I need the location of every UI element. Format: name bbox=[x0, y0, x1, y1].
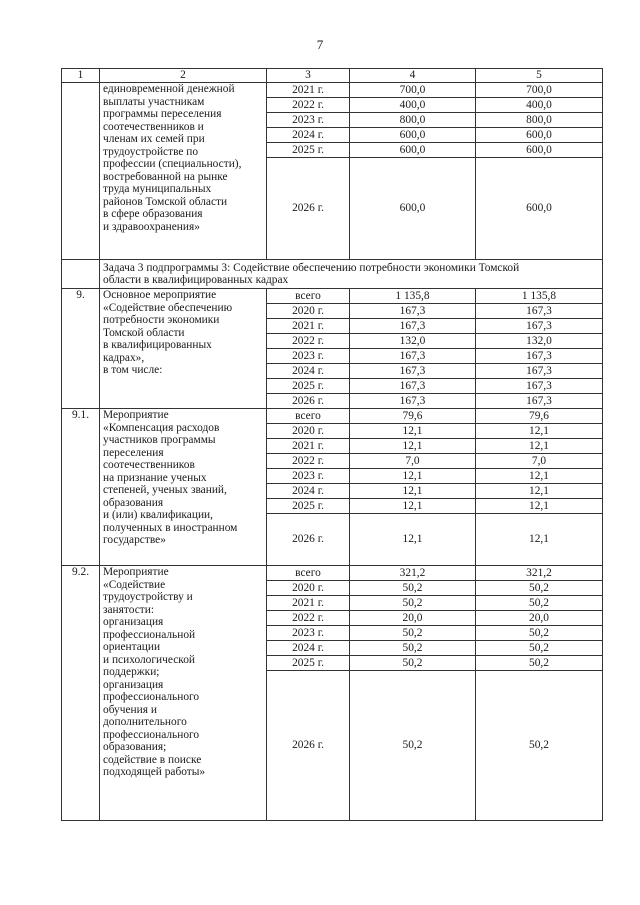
description-line: соотечественников и bbox=[103, 120, 204, 133]
value-cell-col4: 7,0 bbox=[350, 454, 476, 469]
value-cell-col4: 167,3 bbox=[350, 319, 476, 334]
year-cell: 2022 г. bbox=[267, 98, 350, 113]
year-cell: 2023 г. bbox=[267, 113, 350, 128]
year-cell: всего bbox=[267, 566, 350, 581]
year-cell: 2020 г. bbox=[267, 424, 350, 439]
value-cell-col4: 167,3 bbox=[350, 394, 476, 409]
value-cell-col5: 600,0 bbox=[476, 158, 603, 260]
value-cell-col5: 12,1 bbox=[476, 424, 603, 439]
value-cell-col4: 12,1 bbox=[350, 439, 476, 454]
description-line: единовременной денежной bbox=[103, 83, 235, 95]
task-row bbox=[62, 260, 603, 289]
table-row bbox=[62, 289, 603, 304]
description-line: поддержки; bbox=[103, 666, 160, 678]
value-cell-col5: 700,0 bbox=[476, 83, 603, 98]
value-cell-col4: 600,0 bbox=[350, 143, 476, 158]
description-line: обучения и bbox=[103, 703, 157, 716]
value-cell-col4: 50,2 bbox=[350, 596, 476, 611]
value-cell-col5: 50,2 bbox=[476, 641, 603, 656]
description-line: занятости: bbox=[103, 603, 154, 616]
value-cell-col5: 12,1 bbox=[476, 514, 603, 566]
description-line: организация bbox=[103, 678, 164, 691]
description-line: Мероприятие bbox=[103, 409, 169, 421]
task-title-line: области в квалифицированных кадрах bbox=[103, 274, 289, 286]
year-cell: 2023 г. bbox=[267, 349, 350, 364]
year-cell: 2025 г. bbox=[267, 656, 350, 671]
value-cell-col5: 600,0 bbox=[476, 143, 603, 158]
description-line: членам их семей при bbox=[103, 133, 205, 145]
value-cell-col5: 321,2 bbox=[476, 566, 603, 581]
value-cell-col5: 12,1 bbox=[476, 499, 603, 514]
description-line: «Содействие bbox=[103, 578, 166, 591]
description-line: степеней, ученых званий, bbox=[103, 484, 227, 496]
value-cell-col4: 12,1 bbox=[350, 499, 476, 514]
description-line: государстве» bbox=[103, 534, 166, 546]
value-cell-col4: 700,0 bbox=[350, 83, 476, 98]
description-line: Томской области bbox=[103, 326, 185, 339]
value-cell-col4: 50,2 bbox=[350, 671, 476, 821]
description-line: организация bbox=[103, 616, 164, 628]
description-line: профессии (специальности), bbox=[103, 158, 242, 170]
year-cell: 2025 г. bbox=[267, 143, 350, 158]
value-cell-col4: 50,2 bbox=[350, 656, 476, 671]
description-line: и здравоохранения» bbox=[103, 220, 200, 233]
description-line: труда муниципальных bbox=[103, 183, 212, 195]
description-line: полученных в иностранном bbox=[103, 521, 238, 534]
description-line: востребованной на рынке bbox=[103, 170, 228, 183]
year-cell: 2025 г. bbox=[267, 499, 350, 514]
value-cell-col5: 79,6 bbox=[476, 409, 603, 424]
value-cell-col4: 600,0 bbox=[350, 128, 476, 143]
description-line: Основное мероприятие bbox=[103, 289, 217, 301]
value-cell-col4: 1 135,8 bbox=[350, 289, 476, 304]
description-line: программы переселения bbox=[103, 108, 222, 120]
value-cell-col5: 167,3 bbox=[476, 379, 603, 394]
value-cell-col5: 50,2 bbox=[476, 581, 603, 596]
value-cell-col4: 167,3 bbox=[350, 304, 476, 319]
description-line: переселения bbox=[103, 446, 164, 459]
value-cell-col4: 600,0 bbox=[350, 158, 476, 260]
value-cell-col4: 800,0 bbox=[350, 113, 476, 128]
description-line: потребности экономики bbox=[103, 314, 220, 326]
continued-item-number bbox=[62, 83, 100, 260]
continued-item-description bbox=[100, 83, 267, 260]
value-cell-col5: 50,2 bbox=[476, 656, 603, 671]
year-cell: 2021 г. bbox=[267, 596, 350, 611]
table-row bbox=[62, 566, 603, 581]
year-cell: всего bbox=[267, 409, 350, 424]
year-cell: 2025 г. bbox=[267, 379, 350, 394]
task-title bbox=[100, 260, 603, 289]
description-line: в том числе: bbox=[103, 364, 163, 376]
value-cell-col4: 12,1 bbox=[350, 484, 476, 499]
value-cell-col4: 400,0 bbox=[350, 98, 476, 113]
year-cell: 2026 г. bbox=[267, 158, 350, 260]
table-row bbox=[62, 83, 603, 98]
description-line: соотечественников bbox=[103, 459, 195, 471]
value-cell-col5: 50,2 bbox=[476, 596, 603, 611]
description-line: подходящей работы» bbox=[103, 766, 206, 778]
value-cell-col5: 167,3 bbox=[476, 394, 603, 409]
value-cell-col5: 1 135,8 bbox=[476, 289, 603, 304]
item-9-1-description bbox=[100, 409, 267, 566]
year-cell: 2020 г. bbox=[267, 304, 350, 319]
value-cell-col4: 167,3 bbox=[350, 364, 476, 379]
table-row bbox=[62, 409, 603, 424]
description-line: участников программы bbox=[103, 434, 216, 446]
year-cell: 2020 г. bbox=[267, 581, 350, 596]
description-line: в квалифицированных bbox=[103, 339, 212, 351]
year-cell: 2022 г. bbox=[267, 334, 350, 349]
item-9-2-description bbox=[100, 566, 267, 821]
year-cell: 2024 г. bbox=[267, 484, 350, 499]
year-cell: 2024 г. bbox=[267, 641, 350, 656]
header-row bbox=[62, 69, 603, 83]
value-cell-col5: 12,1 bbox=[476, 469, 603, 484]
value-cell-col4: 50,2 bbox=[350, 581, 476, 596]
description-line: трудоустройстве по bbox=[103, 145, 199, 158]
header-cell: 4 bbox=[350, 69, 476, 83]
year-cell: всего bbox=[267, 289, 350, 304]
description-line: кадрах», bbox=[103, 351, 145, 364]
description-line: «Содействие обеспечению bbox=[103, 301, 233, 314]
description-line: трудоустройству и bbox=[103, 591, 193, 603]
description-line: на признание ученых bbox=[103, 471, 207, 484]
description-line: в сфере образования bbox=[103, 208, 203, 220]
value-cell-col5: 800,0 bbox=[476, 113, 603, 128]
value-cell-col4: 12,1 bbox=[350, 424, 476, 439]
value-cell-col5: 50,2 bbox=[476, 626, 603, 641]
description-line: профессионального bbox=[103, 728, 200, 741]
year-cell: 2021 г. bbox=[267, 319, 350, 334]
value-cell-col4: 167,3 bbox=[350, 349, 476, 364]
year-cell: 2021 г. bbox=[267, 83, 350, 98]
value-cell-col5: 132,0 bbox=[476, 334, 603, 349]
value-cell-col4: 167,3 bbox=[350, 379, 476, 394]
header-cell: 2 bbox=[100, 69, 267, 83]
value-cell-col4: 79,6 bbox=[350, 409, 476, 424]
value-cell-col5: 12,1 bbox=[476, 484, 603, 499]
description-line: образования; bbox=[103, 741, 167, 753]
value-cell-col5: 50,2 bbox=[476, 671, 603, 821]
description-line: образования bbox=[103, 496, 164, 509]
value-cell-col5: 167,3 bbox=[476, 364, 603, 379]
budget-table bbox=[61, 68, 603, 821]
description-line: Мероприятие bbox=[103, 566, 169, 578]
year-cell: 2026 г. bbox=[267, 671, 350, 821]
value-cell-col5: 167,3 bbox=[476, 319, 603, 334]
year-cell: 2022 г. bbox=[267, 454, 350, 469]
value-cell-col5: 12,1 bbox=[476, 439, 603, 454]
year-cell: 2024 г. bbox=[267, 128, 350, 143]
description-line: «Компенсация расходов bbox=[103, 421, 220, 434]
value-cell-col4: 20,0 bbox=[350, 611, 476, 626]
value-cell-col5: 20,0 bbox=[476, 611, 603, 626]
value-cell-col5: 7,0 bbox=[476, 454, 603, 469]
item-9-number: 9. bbox=[62, 289, 100, 409]
description-line: дополнительного bbox=[103, 716, 187, 728]
description-line: и психологической bbox=[103, 653, 196, 666]
header-cell: 5 bbox=[476, 69, 603, 83]
year-cell: 2026 г. bbox=[267, 394, 350, 409]
task-number-cell bbox=[62, 260, 100, 289]
description-line: профессионального bbox=[103, 691, 200, 703]
value-cell-col4: 12,1 bbox=[350, 469, 476, 484]
year-cell: 2023 г. bbox=[267, 469, 350, 484]
year-cell: 2022 г. bbox=[267, 611, 350, 626]
year-cell: 2026 г. bbox=[267, 514, 350, 566]
year-cell: 2023 г. bbox=[267, 626, 350, 641]
value-cell-col4: 12,1 bbox=[350, 514, 476, 566]
value-cell-col5: 167,3 bbox=[476, 349, 603, 364]
description-line: содействие в поиске bbox=[103, 753, 202, 766]
task-title-line: Задача 3 подпрограммы 3: Содействие обеспечению потребности экономики Томской bbox=[103, 261, 520, 274]
value-cell-col4: 132,0 bbox=[350, 334, 476, 349]
description-line: и (или) квалификации, bbox=[103, 509, 213, 521]
description-line: профессиональной bbox=[103, 628, 196, 641]
value-cell-col5: 400,0 bbox=[476, 98, 603, 113]
year-cell: 2024 г. bbox=[267, 364, 350, 379]
description-line: районов Томской области bbox=[103, 195, 228, 208]
item-9-2-number: 9.2. bbox=[62, 566, 100, 821]
value-cell-col4: 321,2 bbox=[350, 566, 476, 581]
value-cell-col4: 50,2 bbox=[350, 626, 476, 641]
header-cell: 1 bbox=[62, 69, 100, 83]
value-cell-col4: 50,2 bbox=[350, 641, 476, 656]
item-9-description bbox=[100, 289, 267, 409]
description-line: выплаты участникам bbox=[103, 95, 205, 108]
header-cell: 3 bbox=[267, 69, 350, 83]
value-cell-col5: 600,0 bbox=[476, 128, 603, 143]
item-9-1-number: 9.1. bbox=[62, 409, 100, 566]
year-cell: 2021 г. bbox=[267, 439, 350, 454]
value-cell-col5: 167,3 bbox=[476, 304, 603, 319]
page-number: 7 bbox=[316, 37, 324, 52]
description-line: ориентации bbox=[103, 641, 161, 653]
